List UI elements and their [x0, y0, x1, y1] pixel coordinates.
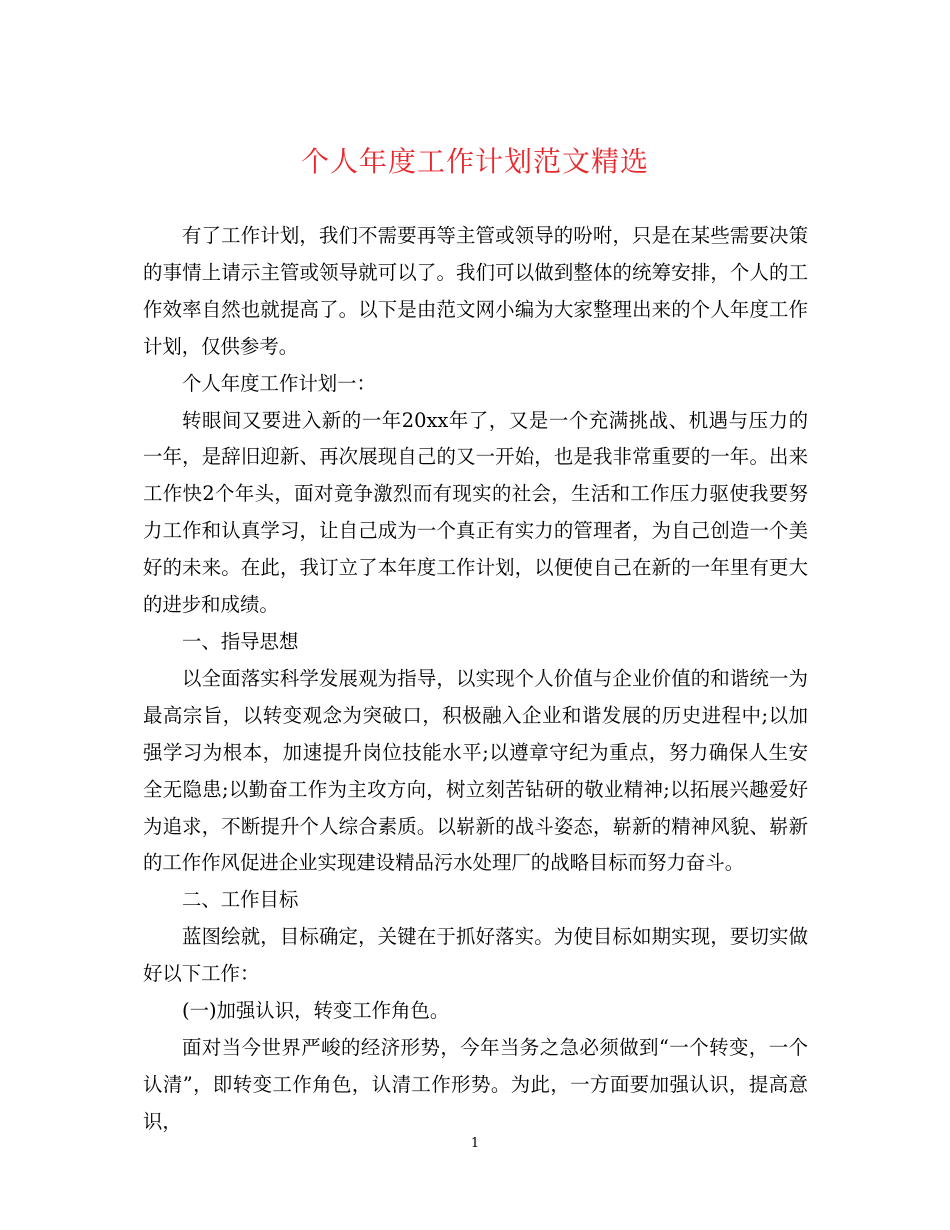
subsection-heading-role-change: (一)加强认识，转变工作角色。	[182, 999, 450, 1023]
section-heading-plan-one: 个人年度工作计划一：	[182, 371, 376, 395]
document-body	[143, 218, 808, 1141]
paragraph-work-goals: 蓝图绘就，目标确定，关键在于抓好落实。为使目标如期实现，要切实做好以下工作：	[143, 925, 808, 986]
paragraph-guiding-ideology: 以全面落实科学发展观为指导，以实现个人价值与企业价值的和谐统一为最高宗旨，以转变观念为突破口，积极融入企业和谐发展的历史进程中;以加强学习为根本，加速提升岗位技能水平;以遵章守纪为重点，努力确保人生安全无隐患;以勤奋工作为主攻方向，树立刻苦钻研的敬业精神;以拓展兴趣爱好为追求，不断提升个人综合素质。以崭新的战斗姿态，崭新的精神风貌、崭新的工作作风促进企业实现建设精品污水处理厂的战略目标而努力奋斗。	[143, 666, 808, 875]
section-heading-work-goals: 二、工作目标	[182, 888, 299, 912]
document-title: 个人年度工作计划范文精选	[300, 145, 649, 178]
paragraph-role-change: 面对当今世界严峻的经济形势，今年当务之急必须做到“一个转变，一个认清”，即转变工作角色，认清工作形势。为此，一方面要加强认识，提高意识，	[143, 1035, 808, 1133]
section-heading-guiding-ideology: 一、指导思想	[182, 629, 299, 653]
page-number: 1	[470, 1136, 480, 1151]
paragraph-plan-one: 转眼间又要进入新的一年20xx年了，又是一个充满挑战、机遇与压力的一年，是辞旧迎新、再次展现自己的又一开始，也是我非常重要的一年。出来工作快2个年头，面对竟争激烈而有现实的社会，生活和工作压力驱使我要努力工作和认真学习，让自己成为一个真正有实力的管理者，为自己创造一个美好的未来。在此，我订立了本年度工作计划，以便使自己在新的一年里有更大的进步和成绩。	[143, 408, 808, 617]
paragraph-intro: 有了工作计划，我们不需要再等主管或领导的吩咐，只是在某些需要决策的事情上请示主管或领导就可以了。我们可以做到整体的统筹安排，个人的工作效率自然也就提高了。以下是由范文网小编为大家整理出来的个人年度工作计划，仅供参考。	[143, 224, 808, 358]
